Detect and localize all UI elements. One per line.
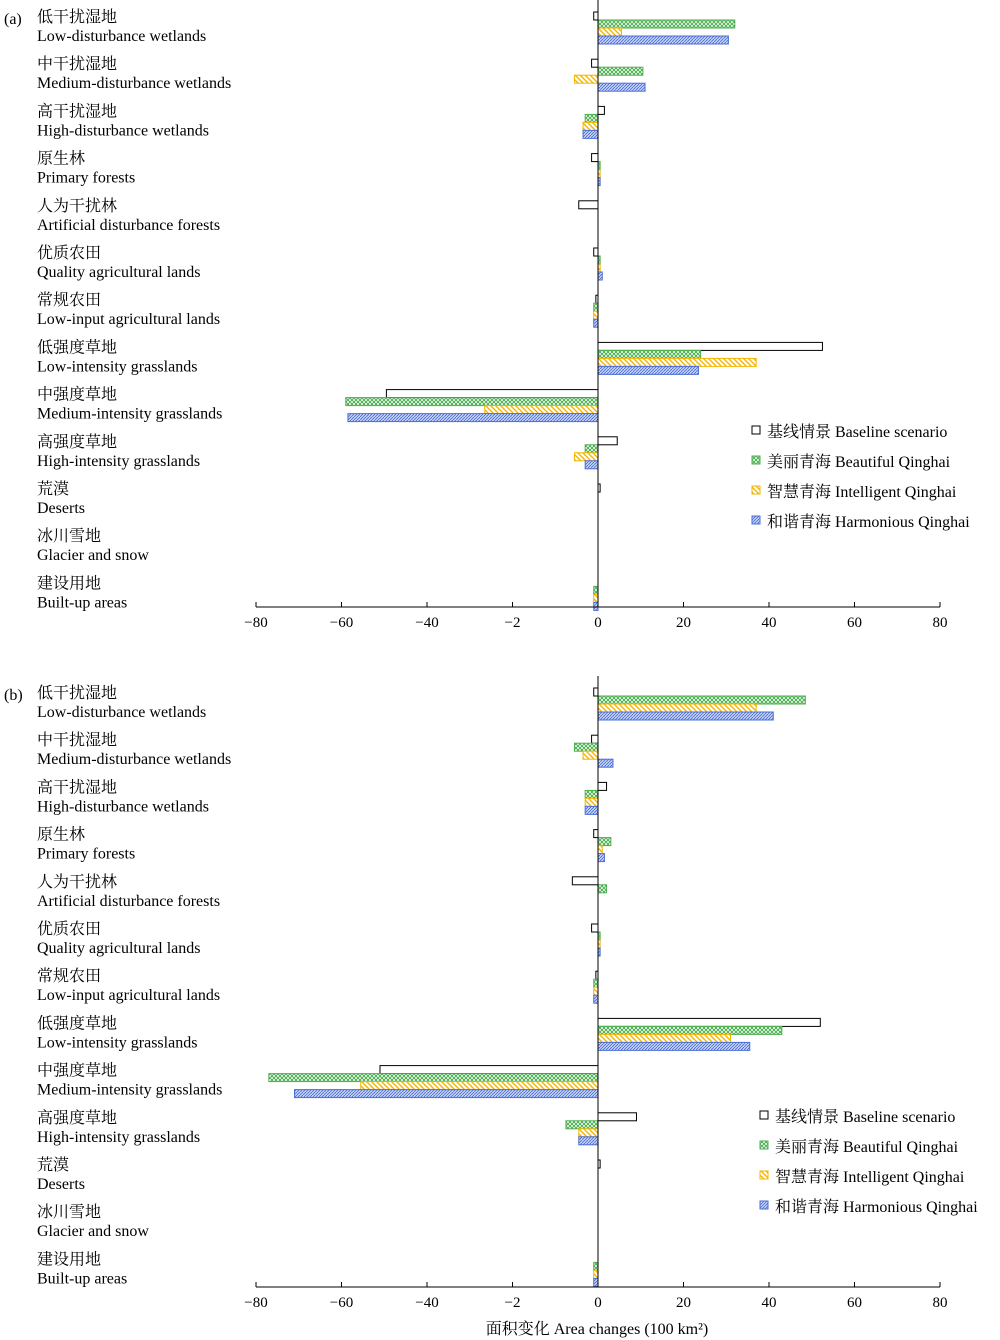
category-label-en: Artificial disturbance forests [37,216,221,234]
bar-baseline [598,342,822,350]
bar-intelligent [594,1270,598,1278]
bar-baseline [380,1066,598,1074]
category-label-en: Glacier and snow [37,547,149,565]
category-label-zh: 低强度草地 [37,339,118,357]
category-label-zh: 荒漠 [37,1157,70,1174]
bar-intelligent [574,75,598,83]
bar-harmonious [598,1042,750,1050]
category-label-zh: 低干扰湿地 [37,9,118,26]
x-tick-label: −40 [415,1295,439,1311]
bar-intelligent [598,704,756,712]
category-label-zh: 冰川雪地 [37,528,102,546]
x-tick-label: 60 [847,615,862,631]
bar-intelligent [585,798,598,806]
bar-beautiful [598,350,701,358]
bar-intelligent [579,1129,598,1137]
bar-harmonious [598,759,613,767]
bar-harmonious [594,319,598,327]
bar-intelligent [598,358,756,366]
category-label-zh: 荒漠 [37,481,70,498]
panel-a [4,0,970,631]
x-tick-label: 40 [761,1295,777,1311]
legend [752,423,970,531]
bar-baseline [592,924,598,932]
category-label-zh: 高干扰湿地 [37,103,118,121]
bar-intelligent [594,594,598,602]
bar-beautiful [594,303,598,311]
category-label-zh: 高干扰湿地 [37,779,118,797]
bar-intelligent [574,453,598,461]
bar-beautiful [269,1074,598,1082]
bar-baseline [572,877,598,885]
legend-swatch-baseline [752,426,760,434]
bar-beautiful [585,114,598,122]
bar-baseline [598,1018,820,1026]
bar-beautiful [585,790,598,798]
bar-beautiful [574,743,598,751]
x-tick-label: 0 [594,615,602,631]
legend-label: 基线情景 Baseline scenario [767,424,948,441]
category-label-en: Built-up areas [37,1270,128,1288]
bar-beautiful [594,979,598,987]
category-label-en: High-intensity grasslands [37,452,201,470]
bar-beautiful [598,67,643,75]
x-tick-label: −80 [244,615,268,631]
legend-swatch-harmonious [760,1201,768,1209]
category-label-zh: 优质农田 [37,245,102,262]
category-label-en: Deserts [37,500,85,517]
category-label-en: High-disturbance wetlands [37,798,209,816]
category-label-en: Low-disturbance wetlands [37,704,207,721]
bar-beautiful [585,445,598,453]
x-tick-label: −80 [244,1295,268,1311]
bar-baseline [594,248,598,256]
category-label-zh: 中干扰湿地 [37,56,118,74]
category-label-zh: 建设用地 [37,575,102,593]
category-label-zh: 高强度草地 [37,433,118,451]
x-axis-label: 面积变化 Area changes (100 km²) [485,1321,709,1338]
bar-beautiful [594,1262,598,1270]
bar-baseline [598,782,607,790]
category-label-en: Quality agricultural lands [37,264,201,281]
category-label-en: Quality agricultural lands [37,940,201,957]
bar-harmonious [579,1137,598,1145]
category-label-zh: 人为干扰林 [37,197,118,215]
bar-baseline [579,201,598,209]
bar-beautiful [598,696,805,704]
bar-baseline [598,1113,636,1121]
bar-baseline [594,688,598,696]
category-label-zh: 低强度草地 [37,1015,118,1033]
category-label-zh: 低干扰湿地 [37,685,118,702]
legend [760,1108,978,1216]
category-label-zh: 常规农田 [37,292,102,310]
category-label-zh: 原生林 [37,826,86,844]
category-label-en: Low-input agricultural lands [37,987,221,1005]
category-label-zh: 常规农田 [37,968,102,986]
bar-baseline [592,735,598,743]
x-tick-label: −40 [415,615,439,631]
category-label-en: Glacier and snow [37,1223,149,1241]
bar-harmonious [594,1278,598,1286]
x-tick-label: 80 [932,615,948,631]
panel-b [4,676,978,1311]
category-label-zh: 中强度草地 [37,386,118,404]
panel-label: (a) [4,11,22,28]
bar-baseline [594,830,598,838]
category-label-zh: 优质农田 [37,921,102,938]
bar-beautiful [598,885,607,893]
bar-baseline [592,154,598,162]
category-label-zh: 中强度草地 [37,1062,118,1080]
bar-baseline [598,106,604,114]
category-label-en: Low-input agricultural lands [37,311,221,329]
bar-baseline [598,437,617,445]
bar-baseline [594,12,598,20]
category-label-zh: 建设用地 [37,1251,102,1269]
x-tick-label: −60 [329,1295,354,1311]
x-tick-label: 20 [676,615,691,631]
bar-intelligent [583,122,598,130]
bar-harmonious [294,1090,598,1098]
x-tick-label: −2 [504,615,521,631]
bar-baseline [592,59,598,67]
legend-label: 基线情景 Baseline scenario [775,1109,956,1126]
legend-label: 美丽青海 Beautiful Qinghai [775,1139,959,1156]
bar-intelligent [594,987,598,995]
bar-intelligent [598,28,622,36]
category-label-en: High-intensity grasslands [37,1128,201,1146]
bar-intelligent [583,751,598,759]
bar-harmonious [585,806,598,814]
bar-beautiful [566,1121,598,1129]
legend-swatch-harmonious [752,516,760,524]
legend-label: 和谐青海 Harmonious Qinghai [767,514,970,531]
bar-harmonious [585,461,598,469]
bar-harmonious [598,36,728,44]
category-label-zh: 人为干扰林 [37,873,118,891]
legend-swatch-beautiful [752,456,760,464]
bar-harmonious [598,83,645,91]
category-label-en: High-disturbance wetlands [37,122,209,140]
bar-intelligent [485,406,598,414]
category-label-zh: 中干扰湿地 [37,732,118,750]
bar-intelligent [598,846,602,854]
bar-beautiful [594,586,598,594]
bar-harmonious [598,366,698,374]
category-label-en: Artificial disturbance forests [37,892,221,910]
x-tick-label: 60 [847,1295,862,1311]
legend-swatch-intelligent [752,486,760,494]
category-label-zh: 冰川雪地 [37,1204,102,1222]
category-label-en: Medium-intensity grasslands [37,1081,223,1099]
bar-harmonious [594,602,598,610]
x-tick-label: 20 [676,1295,691,1311]
bar-harmonious [348,414,598,422]
bar-harmonious [583,130,598,138]
category-label-en: Built-up areas [37,594,128,612]
bar-beautiful [346,398,598,406]
bar-intelligent [361,1082,598,1090]
category-label-en: Low-disturbance wetlands [37,28,207,45]
x-tick-label: 0 [594,1295,602,1311]
category-label-en: Medium-disturbance wetlands [37,75,232,93]
panel-label: (b) [4,687,23,704]
category-label-en: Deserts [37,1176,85,1193]
category-label-en: Low-intensity grasslands [37,1034,198,1052]
bar-intelligent [598,1034,731,1042]
x-tick-label: −60 [329,615,354,631]
category-label-zh: 高强度草地 [37,1109,118,1127]
bar-harmonious [598,712,773,720]
bar-beautiful [598,20,735,28]
category-label-en: Medium-intensity grasslands [37,405,223,423]
legend-label: 智慧青海 Intelligent Qinghai [767,484,957,501]
legend-label: 美丽青海 Beautiful Qinghai [767,454,951,471]
category-label-en: Low-intensity grasslands [37,358,198,376]
legend-swatch-beautiful [760,1141,768,1149]
bar-harmonious [594,995,598,1003]
bar-beautiful [598,838,611,846]
x-tick-label: 80 [932,1295,948,1311]
bar-beautiful [598,1026,782,1034]
category-label-en: Primary forests [37,169,136,187]
legend-swatch-baseline [760,1111,768,1119]
legend-label: 智慧青海 Intelligent Qinghai [775,1169,965,1186]
category-label-en: Primary forests [37,845,136,863]
x-tick-label: 40 [761,615,777,631]
bar-intelligent [594,311,598,319]
bar-harmonious [598,272,602,280]
bar-harmonious [598,854,604,862]
category-label-en: Medium-disturbance wetlands [37,751,232,769]
legend-label: 和谐青海 Harmonious Qinghai [775,1199,978,1216]
bar-baseline [386,390,598,398]
x-tick-label: −2 [504,1295,521,1311]
category-label-zh: 原生林 [37,150,86,168]
legend-swatch-intelligent [760,1171,768,1179]
